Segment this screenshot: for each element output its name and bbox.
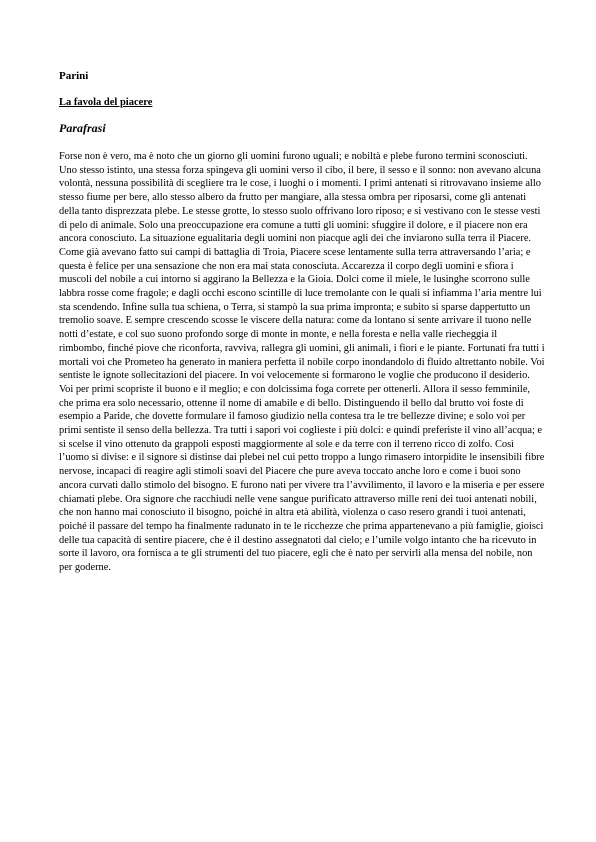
paraphrase-paragraph: Forse non è vero, ma è noto che un giorno gli uomini furono uguali; e nobiltà e plebe furono termini sconosciuti. Uno stesso istinto, una stessa forza spingeva gli uomini verso il cibo, il bere, il sesso e il sonno: non avevano alcuna volontà, nessuna possibilità di scegliere tra le cose, i luoghi o i momenti. I primi antenati si ritrovavano insieme allo stesso fiume per bere, allo stesso albero da frutto per mangiare, alla stessa ombra per riposarsi, come gli antenati della tanto disprezzata plebe. Le stesse grotte, lo stesso suolo offrivano loro riposo; e si vestivano con le stesse vesti di pelo di animale. Solo una preoccupazione era comune a tutti gli uomini: sfuggire il dolore, e il piacere non era ancora conosciuto. La situazione egualitaria degli uomini non piacque agli dei che inviarono sulla terra il Piacere. Come già avevano fatto sui campi di battaglia di Troia, Piacere scese lentamente sulla terra attraversando l’aria; e questa è felice per una sensazione che non era mai stata conosciuta. Accarezza il corpo degli uomini e sfiora i muscoli del nobile a cui intorno si aggirano la Bellezza e la Gioia. Dolci come il miele, le lusinghe scorrono sulle labbra rosse come fragole; e dagli occhi escono scintille di luce tremolante con le quali si infiamma l’aria mentre lui sta scendendo. Infine sulla tua schiena, o Terra, si stampò la sua prima impronta; e subito si sparse dappertutto un tremolio soave. E sempre crescendo scosse le viscere della natura: come da lontano si sente arrivare il tuono nelle notti d’estate, e col suo suono profondo sorge di monte in monte, e nella foresta e nella valle riecheggia il rimbombo, finché piove che riconforta, ravviva, rallegra gli uomini, gli animali, i fiori e le piante. Fortunati fra tutti i mortali voi che Prometeo ha generato in maniera perfetta il nobile corpo inondandolo di fluido altrettanto nobile. Voi sentiste le ignote sollecitazioni del piacere. In voi velocemente si formarono le voglie che producono il desiderio. Voi per primi scopriste il buono e il meglio; e con dolcissima foga correte per ottenerli. Allora il sesso femminile, che prima era solo necessario, ottenne il nome di amabile e di bello. Distinguendo il bello dal brutto voi foste di esempio a Paride, che dovette formulare il famoso giudizio nella contesa tra le tre bellezze divine; e solo voi per primi sentiste il senso della bellezza. Tra tutti i sapori voi coglieste i più dolci: e quindi preferiste il vino all’acqua; e si scelse il vino ottenuto da grappoli esposti maggiormente al sole e da terre con il terreno ricco di zolfo. Così l’uomo si divise: e il signore si distinse dai plebei nel cui petto troppo a lungo rimasero intorpidite le insensibili fibre nervose, incapaci di reagire agli stimoli soavi del Piacere che pure aveva toccato anche loro e come i buoi sono ancora curvati dallo stimolo del bisogno. E furono nati per vivere tra l’avvilimento, il lavoro e la miseria e per essere chiamati plebe. Ora signore che racchiudi nelle vene sangue purificato attraverso mille reni dei tuoi antenati nobili, che non hanno mai conosciuto il bisogno, poiché in altra età abilità, violenza o caso resero grandi i tuoi antenati, poiché il passare del tempo ha finalmente radunato in te le ricchezze che prima appartenevano a più famiglie, gioisci delle tua capacità di sentire piacere, che è il destino assegnatoti dal cielo; e l’umile volgo intanto che ha ricevuto in sorte il lavoro, ora fornisca a te gli strumenti del tuo piacere, egli che è nato per servirli alla mensa del nobile, non per goderne.	[59, 151, 545, 574]
work-title: La favola del piacere	[59, 97, 153, 108]
section-heading: Parafrasi	[59, 121, 106, 135]
author-name: Parini	[59, 70, 89, 82]
